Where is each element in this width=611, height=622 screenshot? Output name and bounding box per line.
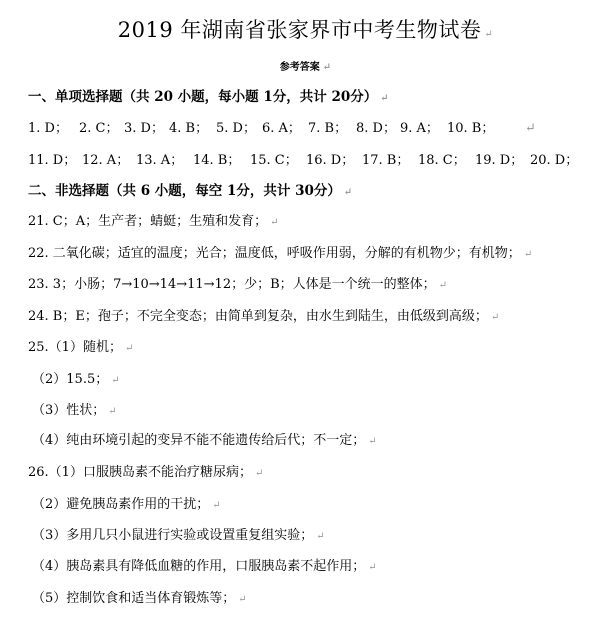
answer-q25-2 <box>32 371 120 390</box>
answer-text: （3）多用几只小鼠进行实验或设置重复组实验； <box>32 528 314 543</box>
mcq-answer: 11. D； <box>28 153 77 168</box>
paragraph-mark-icon: ↵ <box>380 93 389 104</box>
answer-text: （2）避免胰岛素作用的干扰； <box>32 497 210 512</box>
mcq-answer: 16. D； <box>306 153 355 168</box>
answer-q26-5 <box>32 590 247 609</box>
mcq-answer: 1. D； <box>28 121 68 136</box>
mcq-answer: 18. C； <box>418 153 466 168</box>
mcq-answer: 7. B； <box>308 121 348 136</box>
answer-q26-3 <box>32 527 325 546</box>
paragraph-mark-icon: ↵ <box>490 312 500 323</box>
paragraph-mark-icon: ↵ <box>523 249 533 260</box>
mcq-answer: 19. D； <box>475 153 524 168</box>
paragraph-mark-icon: ↵ <box>368 562 377 573</box>
answer-q23 <box>28 276 447 295</box>
answer-text: 22. 二氧化碳；适宜的温度；光合；温度低，呼吸作用弱，分解的有机物少；有机物； <box>28 246 521 261</box>
mcq-answer: 6. A； <box>262 121 301 136</box>
mcq-answer: 14. B； <box>193 153 241 168</box>
mcq-answer: 15. C； <box>250 153 298 168</box>
answer-q26-2 <box>32 496 221 515</box>
answer-q25-3 <box>32 402 117 421</box>
answer-q21 <box>28 213 279 232</box>
paragraph-mark-icon: ↵ <box>484 29 494 40</box>
answer-text: 21. C；A；生产者；蜻蜓；生殖和发育； <box>28 214 268 229</box>
paragraph-mark-icon: ↵ <box>316 531 325 542</box>
paragraph-mark-icon: ↵ <box>108 406 117 417</box>
mcq-answer: 5. D； <box>216 121 256 136</box>
section1-heading-text: 一、单项选择题（共 20 小题，每小题 1分，共计 20分） <box>28 89 378 105</box>
section2-heading-text: 二、非选择题（共 6 小题，每空 1分，共计 30分） <box>28 183 341 199</box>
answer-text: 23. 3；小肠；7→10→14→11→12；少；B；人体是一个统一的整体； <box>28 277 436 292</box>
answer-q24 <box>28 308 499 327</box>
answer-text: 24. B；E；孢子；不完全变态；由简单到复杂，由水生到陆生，由低级到高级； <box>28 309 488 324</box>
answer-text: （4）纯由环境引起的变异不能不能遗传给后代；不一定； <box>32 433 366 448</box>
paragraph-mark-icon: ↵ <box>525 121 536 136</box>
paragraph-mark-icon: ↵ <box>238 594 247 605</box>
paragraph-mark-icon: ↵ <box>124 343 134 354</box>
mcq-answer: 2. C； <box>79 121 119 136</box>
answer-q22 <box>28 245 532 264</box>
mcq-answer: 20. D； <box>530 153 579 168</box>
section1-heading <box>28 88 389 108</box>
section2-heading <box>28 182 352 202</box>
paragraph-mark-icon: ↵ <box>343 187 353 198</box>
paragraph-mark-icon: ↵ <box>368 436 377 447</box>
document-title-text: 2019 年湖南省张家界市中考生物试卷 <box>117 18 482 42</box>
paragraph-mark-icon: ↵ <box>111 375 120 386</box>
mcq-answer: 8. D； <box>356 121 396 136</box>
mcq-answer: 17. B； <box>362 153 410 168</box>
paragraph-mark-icon: ↵ <box>322 62 332 73</box>
mcq-answer: 3. D； <box>124 121 164 136</box>
answer-q26-1 <box>28 464 263 483</box>
answer-text: （3）性状； <box>32 403 106 418</box>
paragraph-mark-icon: ↵ <box>212 500 221 511</box>
mcq-answer: 13. A； <box>136 153 184 168</box>
document-title <box>0 14 611 44</box>
answer-text: （4）胰岛素具有降低血糖的作用，口服胰岛素不起作用； <box>32 559 366 574</box>
answer-q25-4 <box>32 432 377 451</box>
mcq-answer: 4. B； <box>169 121 209 136</box>
answer-text: 26.（1）口服胰岛素不能治疗糖尿病； <box>28 465 252 480</box>
answer-text: 25.（1）随机； <box>28 340 122 355</box>
mcq-answer: 12. A； <box>82 153 130 168</box>
answer-q25-1 <box>28 339 133 358</box>
document-subtitle-text: 参考答案 <box>279 62 320 73</box>
paragraph-mark-icon: ↵ <box>438 280 448 291</box>
paragraph-mark-icon: ↵ <box>254 468 264 479</box>
answer-text: （5）控制饮食和适当体育锻炼等； <box>32 591 236 606</box>
document-subtitle <box>0 58 611 73</box>
answer-q26-4 <box>32 558 377 577</box>
mcq-answer: 10. B； <box>447 121 495 136</box>
paragraph-mark-icon: ↵ <box>270 217 279 228</box>
answer-text: （2）15.5； <box>32 372 109 387</box>
mcq-answer: 9. A； <box>400 121 439 136</box>
